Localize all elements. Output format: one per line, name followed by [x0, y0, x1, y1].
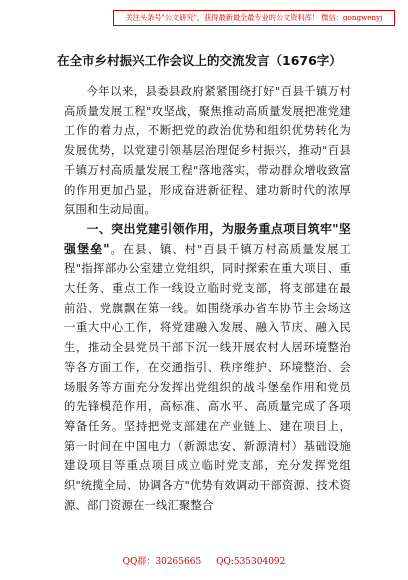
section-1-heading: 一、突出党建引领作用，为服务重点项目筑牢"坚强堡垒"	[64, 221, 351, 256]
intro-paragraph: 今年以来，县委县政府紧紧围绕打好"百县千镇万村高质量发展工程"攻坚战，聚焦推动高质量发展把准党建工作的着力点，不断把党的政治优势和组织优势转化为发展优势，以党建引领基层治理促乡村振兴，推动"百县千镇万村高质量发展工程"落地落实，带动群众增收致富的作用更加凸显，形成奋进新征程、建功新时代的浓厚氛围和生动局面。	[64, 85, 351, 217]
document-title: 在全市乡村振兴工作会议上的交流发言（1676字）	[57, 53, 342, 68]
section-1-paragraph	[64, 220, 351, 516]
footer-qq-group: QQ群：30265665	[122, 557, 202, 567]
section-1-body: 。在县、镇、村"百县千镇万村高质量发展工程"指挥部办公室建立党组织，同时探索在重大项目、重大任务、重点工作一线设立临时党支部，将支部建在最前沿、党旗飘在第一线。如围绕承办省车协节主会场这一重大中心工作，将党建融入发展、融入节庆、融入民生，推动全县党员干部下沉一线开展农村人居环境整治等各方面工作，在交通指引、秩序维护、环境整治、会场服务等方面充分发挥出党组织的战斗堡垒作用和党员的先锋模范作用，高标准、高水平、高质量完成了各项筹备任务。坚持把党支部建在产业链上、建在项目上，第一时间在中国电力（新源忠安、新源清村）基础设施建设项目等重点项目成立临时党支部，充分发挥党组织"统揽全局、协调各方"优势有效调动干部资源、技术资源、部门资源在一线汇聚整合	[64, 242, 351, 512]
header-banner: 关注头条号"公文研究"，获得最新最全最专业的公文资料库！ 微信：gongwenyj	[113, 10, 395, 26]
footer-contact	[0, 554, 408, 567]
document-body	[64, 82, 351, 515]
footer-qq-number: QQ:535304092	[216, 557, 286, 567]
